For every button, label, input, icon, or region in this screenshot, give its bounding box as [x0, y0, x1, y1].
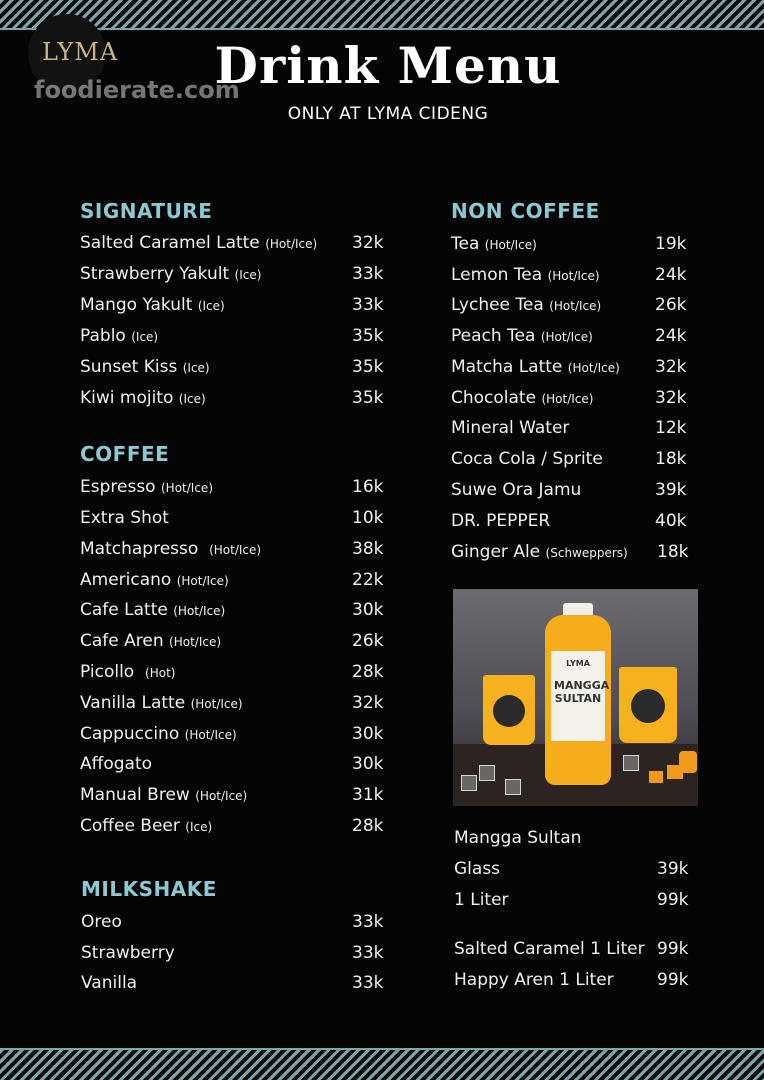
item-name: Cafe Latte [80, 600, 168, 620]
bottle-label [551, 651, 610, 741]
menu-item: Salted Caramel 1 Liter [454, 939, 645, 959]
item-note: (Hot/Ice) [173, 604, 226, 618]
item-note: (Hot/Ice) [265, 237, 318, 251]
mangga-sultan-title: Mangga Sultan [454, 828, 582, 848]
menu-item: 1 Liter [454, 890, 509, 910]
menu-item [80, 508, 169, 528]
mango-cube [649, 771, 663, 783]
item-price: 26k [655, 295, 687, 315]
item-note: (Hot/Ice) [190, 697, 243, 711]
item-name: Strawberry Yakult [80, 264, 230, 284]
item-price: 30k [352, 724, 384, 744]
item-price: 35k [352, 388, 384, 408]
item-note: (Hot/Ice) [169, 635, 222, 649]
page-subtitle: ONLY AT LYMA CIDENG [287, 104, 489, 124]
menu-item [81, 943, 175, 963]
item-note: (Hot/Ice) [161, 481, 213, 495]
item-price: 40k [655, 511, 687, 531]
glass-cup-right [619, 667, 677, 743]
item-price: 10k [352, 508, 384, 528]
item-note: (Hot/Ice) [567, 361, 620, 375]
item-note: (Hot) [145, 666, 176, 680]
item-note: (Hot/Ice) [549, 299, 602, 313]
section-title-coffee: COFFEE [80, 442, 170, 466]
item-price: 31k [352, 785, 384, 805]
item-price: 28k [352, 662, 384, 682]
item-name: Tea [451, 234, 480, 254]
item-note: (Ice) [178, 392, 206, 406]
item-name: Salted Caramel Latte [80, 233, 260, 253]
item-name: Matcha Latte [451, 357, 563, 377]
item-name: Coffee Beer [80, 816, 180, 836]
item-price: 33k [352, 912, 384, 932]
ice-cube [623, 755, 639, 771]
item-price: 99k [657, 890, 689, 910]
item-name: Peach Tea [451, 326, 536, 346]
item-price: 38k [352, 539, 384, 559]
item-price: 18k [655, 449, 687, 469]
item-note: (Ice) [131, 330, 159, 344]
item-name: Vanilla Latte [80, 693, 186, 713]
item-name: Lychee Tea [451, 295, 544, 315]
item-note: (Hot/Ice) [547, 269, 600, 283]
item-name: Mineral Water [451, 418, 570, 438]
item-price: 33k [352, 973, 384, 993]
menu-item [451, 418, 569, 438]
page-title: Drink Menu [214, 36, 562, 95]
glass-cup-left [483, 675, 535, 745]
item-name: Chocolate [451, 388, 537, 408]
menu-item [80, 693, 243, 713]
menu-item [80, 233, 317, 253]
item-price: 24k [655, 326, 687, 346]
item-price: 32k [352, 233, 384, 253]
item-note: (Hot/Ice) [195, 789, 248, 803]
item-price: 33k [352, 943, 384, 963]
item-price: 28k [352, 816, 384, 836]
item-note: (Ice) [234, 268, 262, 282]
item-name: Americano [80, 570, 172, 590]
menu-item [81, 912, 122, 932]
item-name: Coca Cola / Sprite [451, 449, 603, 469]
item-name: Mango Yakult [80, 295, 193, 315]
item-note: (Ice) [185, 820, 213, 834]
item-name: Vanilla [81, 973, 138, 993]
watermark: foodierate.com [34, 76, 240, 104]
item-price: 22k [352, 570, 384, 590]
item-price: 33k [352, 264, 384, 284]
menu-item [80, 295, 225, 315]
item-note: (Hot/Ice) [484, 238, 537, 252]
item-note: (Hot/Ice) [541, 392, 594, 406]
menu-item [80, 388, 206, 408]
menu-item [451, 388, 593, 408]
item-name: Ginger Ale [451, 542, 541, 562]
menu-item [451, 234, 537, 254]
item-note: (Hot/Ice) [176, 574, 229, 588]
item-name: Picollo [80, 662, 135, 682]
item-price: 32k [655, 357, 687, 377]
item-price: 35k [352, 326, 384, 346]
item-name: Strawberry [81, 943, 175, 963]
item-price: 35k [352, 357, 384, 377]
product-photo [453, 589, 698, 806]
item-price: 30k [352, 600, 384, 620]
item-price: 39k [655, 480, 687, 500]
item-note: (Schweppers) [545, 546, 628, 560]
menu-item [80, 724, 237, 744]
cup-logo-mark [493, 695, 525, 727]
item-price: 26k [352, 631, 384, 651]
item-name: DR. PEPPER [451, 511, 551, 531]
item-note: (Hot/Ice) [184, 728, 237, 742]
menu-item [451, 295, 601, 315]
item-name: Suwe Ora Jamu [451, 480, 582, 500]
section-title-milkshake: MILKSHAKE [81, 877, 217, 901]
menu-item [80, 570, 229, 590]
item-name: Extra Shot [80, 508, 169, 528]
brand-logo: LYMA [42, 38, 119, 66]
item-price: 12k [655, 418, 687, 438]
ice-cube [479, 765, 495, 781]
top-stripe-border [0, 0, 764, 28]
item-price: 32k [655, 388, 687, 408]
menu-item [80, 816, 212, 836]
menu-item [451, 511, 550, 531]
menu-item [80, 477, 213, 497]
item-name: Oreo [81, 912, 122, 932]
bottle-label-text: MANGGA SULTAN [554, 679, 610, 705]
item-name: Lemon Tea [451, 265, 543, 285]
menu-item [451, 265, 600, 285]
item-note: (Hot/Ice) [209, 543, 262, 557]
menu-item [80, 631, 221, 651]
menu-item [451, 357, 620, 377]
menu-item [80, 264, 261, 284]
section-title-non-coffee: NON COFFEE [451, 199, 600, 223]
menu-item: Glass [454, 859, 501, 879]
item-price: 30k [352, 754, 384, 774]
menu-item [451, 542, 628, 562]
item-price: 32k [352, 693, 384, 713]
item-note: (Hot/Ice) [540, 330, 593, 344]
item-name: Cappuccino [80, 724, 180, 744]
menu-item [80, 785, 247, 805]
item-price: 39k [657, 859, 689, 879]
mango-slice [679, 751, 697, 773]
menu-item [80, 326, 158, 346]
menu-item [80, 357, 210, 377]
item-name: Matchapresso [80, 539, 199, 559]
menu-item [80, 539, 261, 559]
bottom-stripe-border [0, 1050, 764, 1080]
item-price: 19k [655, 234, 687, 254]
menu-item [80, 754, 152, 774]
menu-item [80, 662, 175, 682]
item-name: Pablo [80, 326, 126, 346]
item-price: 33k [352, 295, 384, 315]
menu-item: Happy Aren 1 Liter [454, 970, 614, 990]
menu-item [451, 326, 593, 346]
item-name: Cafe Aren [80, 631, 164, 651]
ice-cube [461, 775, 477, 791]
item-name: Sunset Kiss [80, 357, 178, 377]
menu-item [80, 600, 225, 620]
section-title-signature: SIGNATURE [80, 199, 213, 223]
item-note: (Ice) [182, 361, 210, 375]
item-price: 99k [657, 970, 689, 990]
item-name: Kiwi mojito [80, 388, 174, 408]
item-price: 18k [657, 542, 689, 562]
item-price: 24k [655, 265, 687, 285]
item-price: 16k [352, 477, 384, 497]
item-name: Espresso [80, 477, 156, 497]
cup-logo-mark [631, 689, 665, 723]
bottle-label-logo: LYMA [566, 659, 590, 668]
menu-item [451, 449, 603, 469]
menu-item [81, 973, 137, 993]
item-note: (Ice) [197, 299, 225, 313]
top-border-line [0, 28, 764, 30]
ice-cube [505, 779, 521, 795]
item-price: 99k [657, 939, 689, 959]
item-name: Manual Brew [80, 785, 190, 805]
menu-item [451, 480, 581, 500]
item-name: Affogato [80, 754, 153, 774]
